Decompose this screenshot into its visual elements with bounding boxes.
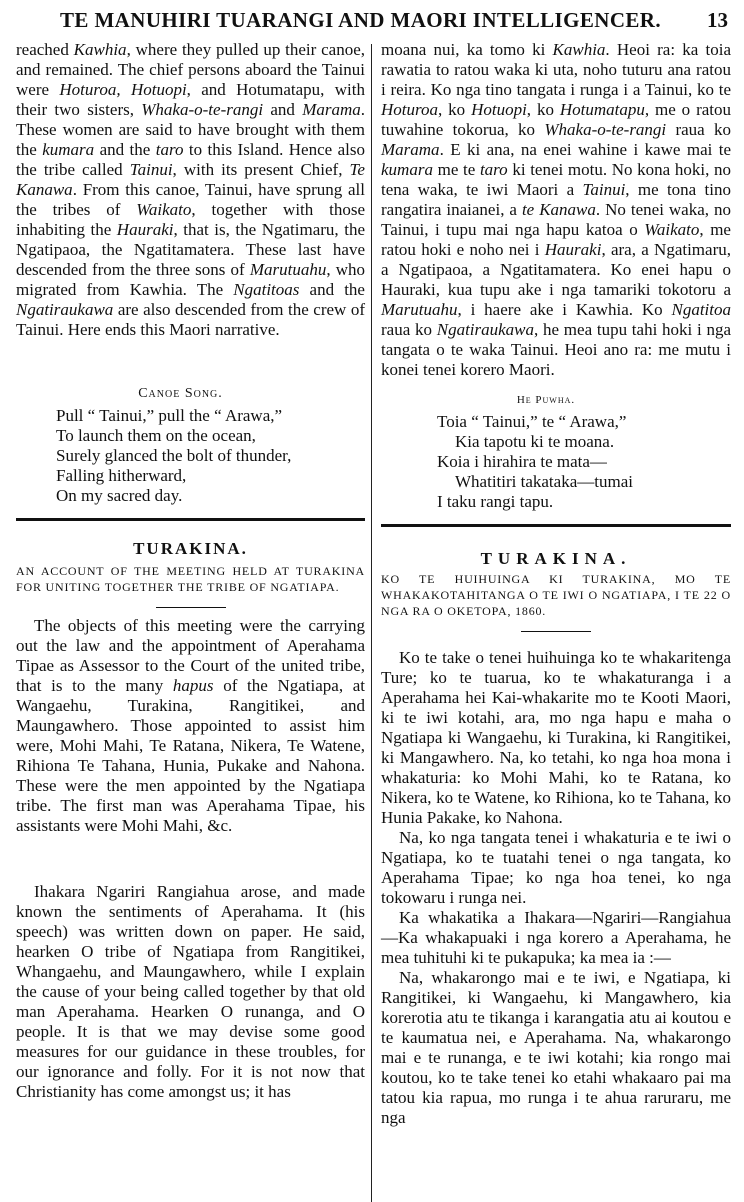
right-song-lines (381, 412, 731, 512)
maori-column (381, 40, 731, 1128)
right-song-heading: He Puwha. (516, 394, 576, 406)
paragraph: Ihakara Ngariri Rangiahua arose, and made known the sentiments of Aperahama. It (his speech) was written down on paper. He said, hearken O tribe of Ngatiapa from Rangitikei, Whangaehu, and Maungawhero, while I explain the cause of your being called together by that old man Aperahama. Hearken O runanga, and O people. It is that we may devise some good measures for our guidance in these troubles, for our ignorance and folly. For it is not now that Christianity has come amongst us; it has (16, 882, 365, 1101)
song-line: Koia i hirahira te mata— (437, 452, 607, 471)
song-line: On my sacred day. (56, 486, 183, 505)
masthead-title: TE MANUHIRI TUARANGI AND MAORI INTELLIGENCER. (60, 8, 662, 32)
song-line: Kia tapotu ki te moana. (455, 432, 615, 451)
left-intro (16, 40, 365, 340)
right-section-heading: TURAKINA. (480, 549, 632, 568)
song-line: Toia “ Tainui,” te “ Arawa,” (437, 412, 627, 431)
paragraph: Ko te take o tenei huihuinga ko te whakaritenga Ture; ko te tuarua, ko te whakaturanga i a Aperahama hei Kai-whakarite mo te Kooti Maori, ki te iwi kotahi, ara, mo nga hapu e maha o Ngatiapa ki Wangaehu, ki Turakina, ki Rangitikei, ki Mangawhero. Na, ko tetahi, ko nga hoa mona i whakaturia: ko Mohi Mahi, ko te Ratana, ko Nikera, ko te Watene, ko Rihiona, ko te Tahana, ko Hunia Pakake, ko Nahona. (381, 648, 731, 827)
song-line: Surely glanced the bolt of thunder, (56, 446, 292, 465)
left-section-heading: TURAKINA. (133, 539, 248, 558)
paragraph: Na, ko nga tangata tenei i whakaturia e te iwi o Ngatiapa, ko te tuatahi tenei o nga tangata, ko Aperahama Tipae; ko nga hoa tenei, ko nga tokowaru i runga nei. (381, 828, 731, 907)
left-body (16, 616, 365, 1102)
right-body (381, 648, 731, 1128)
paragraph: The objects of this meeting were the carrying out the law and the appointment of Aperahama Tipae as Assessor to the Court of the united tribe, that is to the many hapus of the Ngatiapa, at Wangaehu, Turakina, Rangitikei, and Maungawhero. Those appointed to assist him were, Mohi Mahi, Te Ratana, Nikera, Te Watene, Rihiona Te Tahana, Hunia, Pukake and Nahona. These were the men appointed by the Ngatiapa tribe. The first man was Aperahama Tipae, his assistants were Mohi Mahi, &c. (16, 616, 366, 835)
song-line: I taku rangi tapu. (437, 492, 554, 511)
left-subheading: AN ACCOUNT OF THE MEETING HELD AT TURAKINA FOR UNITING TOGETHER THE TRIBE OF NGATIAPA. (16, 564, 365, 594)
column-divider (371, 44, 372, 1202)
paragraph: reached Kawhia, where they pulled up their canoe, and remained. The chief persons aboard the Tainui were Hoturoa, Hotuopi, and Hotumatapu, with their two sisters, Whaka-o-te-rangi and Marama. These women are said to have brought with them the kumara and the taro to this Island. Hence also the tribe called Tainui, with its present Chief, Te Kanawa. From this canoe, Tainui, have sprung all the tribes of Waikato, together with those inhabiting the Hauraki, that is, the Ngatimaru, the Ngatipaoa, the Ngatitamatera. These last have descended from the three sons of Marutuahu, who migrated from Kawhia. The Ngatitoas and the Ngatiraukawa are also descended from the crew of Tainui. Here ends this Maori narrative. (16, 40, 366, 339)
song-line: Falling hitherward, (56, 466, 187, 485)
song-line: Pull “ Tainui,” pull the “ Arawa,” (56, 406, 283, 425)
page-number: 13 (707, 8, 728, 32)
left-song-lines (16, 406, 365, 506)
paragraph: Na, whakarongo mai e te iwi, e Ngatiapa, ki Rangitikei, ki Wangaehu, ki Mangawhero, kia korerotia atu te tikanga i karangatia atu ai koutou e te kaumatua nei, e Aperahama. Na, whakarongo mai e te runanga, e te iwi kotahi; kia rongo mai koutou, ko te take tenei ko etahi whakaaro pai ma tatou kia rapua, mo runga i te ahua raruraru, me nga (381, 968, 731, 1127)
right-subheading: KO TE HUIHUINGA KI TURAKINA, MO TE WHAKAKOTAHITANGA O TE IWI O NGATIAPA, I TE 22 O NGA RA O OKETOPA, 1860. (381, 572, 731, 618)
right-intro (381, 40, 731, 380)
page-header (0, 4, 744, 40)
song-line: To launch them on the ocean, (56, 426, 256, 445)
paragraph: Ka whakatika a Ihakara—Ngariri—Rangiahua—Ka whakapuaki i nga korero a Aperahama, he mea tuhituhi ki te pukapuka; ka mea ia :— (381, 908, 731, 967)
left-song-heading: Canoe Song. (138, 386, 223, 401)
song-line: Whatitiri takataka—tumai (455, 472, 633, 491)
english-column (16, 40, 365, 1102)
paragraph: moana nui, ka tomo ki Kawhia. Heoi ra: ka toia rawatia to ratou waka ki uta, noho tuturu ana ratou i reira. Ko nga tino tangata i runga i a Tainui, ko te Hoturoa, ko Hotuopi, ko Hotumatapu, me o ratou tuwahine tokorua, ko Whaka-o-te-rangi raua ko Marama. E ki ana, na enei wahine i kawe mai te kumara me te taro ki tenei motu. No kona hoki, no tena waka, te iwi Maori a Tainui, me tona tino rangatira inaianei, a te Kanawa. No tenei waka, no Tainui, i tupu mai nga hapu katoa o Waikato, me ratou hoki e noho nei i Hauraki, ara, a Ngatimaru, a Ngatipaoa, a Ngatitamatera. Ko enei hapu o Hauraki, kua tupu ake i nga tamariki tokotoru a Marutuahu, i haere ake i Kawhia. Ko Ngatitoa raua ko Ngatiraukawa, he mea tupu tahi hoki i nga tangata o te waka Tainui. Heoi ano ra: me mutu i konei tenei korero Maori. (381, 40, 732, 379)
